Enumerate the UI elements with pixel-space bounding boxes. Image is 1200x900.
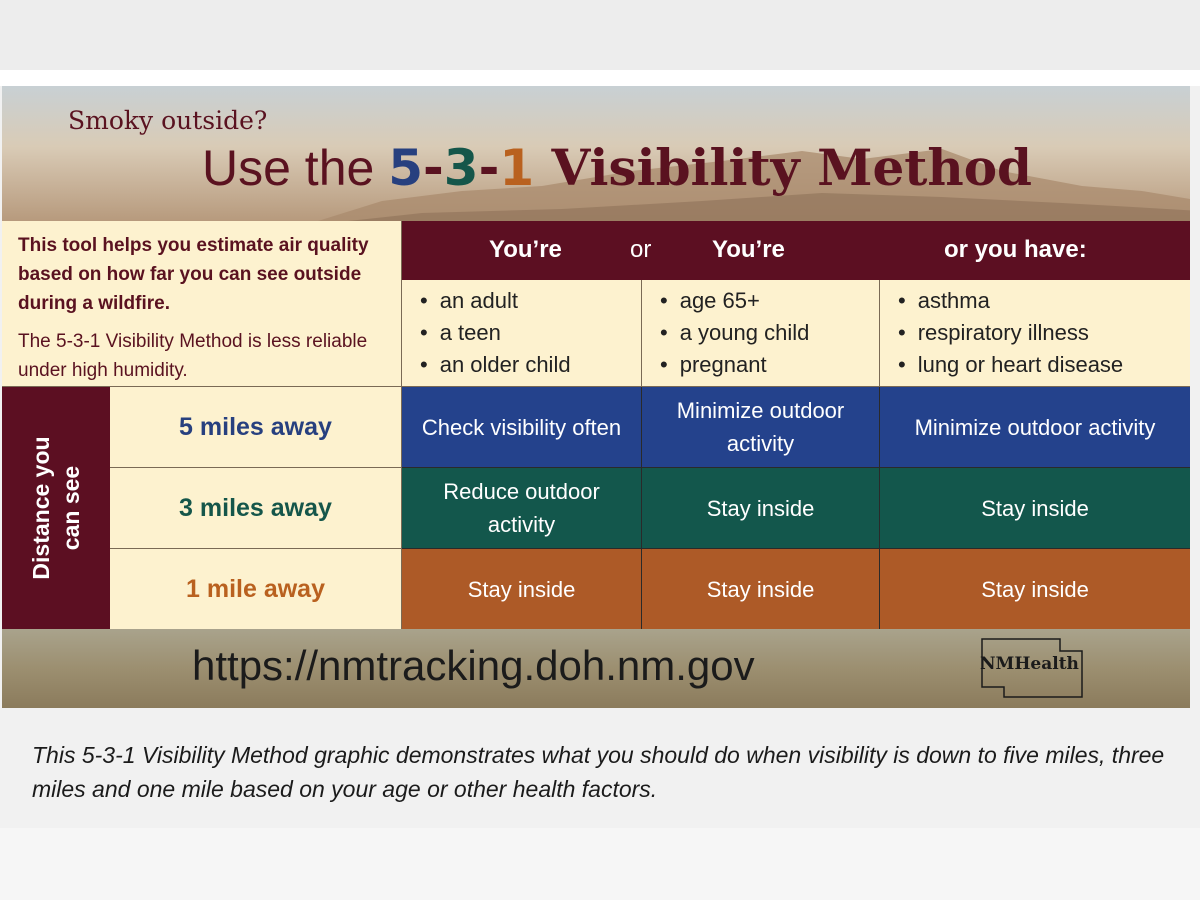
white-strip bbox=[0, 70, 1200, 86]
list-item: • age 65+ bbox=[660, 285, 809, 317]
group-list-conditions bbox=[880, 280, 1190, 387]
list-item: • an older child bbox=[420, 349, 571, 381]
action-cell: Stay inside bbox=[880, 549, 1190, 630]
list-item: • a teen bbox=[420, 317, 571, 349]
distance-5-miles: 5 miles away bbox=[110, 387, 402, 468]
distance-label-line: Distance you bbox=[28, 436, 54, 580]
group-list-adults bbox=[402, 280, 642, 387]
graphic-header bbox=[2, 86, 1190, 221]
action-cell: Stay inside bbox=[880, 468, 1190, 549]
title-dash: - bbox=[423, 139, 444, 197]
list-item: • asthma bbox=[898, 285, 1123, 317]
distance-1-mile: 1 mile away bbox=[110, 549, 402, 630]
column-heading-adults: You’re bbox=[489, 236, 562, 263]
intro-bold-text: This tool helps you estimate air quality based on how far you can see outside during a wildfire. bbox=[18, 235, 369, 314]
smoky-outside-kicker: Smoky outside? bbox=[68, 106, 268, 135]
list-item: • pregnant bbox=[660, 349, 809, 381]
bottom-band bbox=[0, 828, 1200, 900]
group-list-sensitive bbox=[642, 280, 880, 387]
distance-side-label bbox=[2, 387, 110, 629]
image-caption: This 5-3-1 Visibility Method graphic demonstrates what you should do when visibility is down to five miles, three miles and one mile based on your age or other health factors. bbox=[32, 742, 1165, 802]
title-suffix: Visibility Method bbox=[534, 138, 1033, 197]
list-item: • an adult bbox=[420, 285, 571, 317]
intro-note-text: The 5-3-1 Visibility Method is less reliable under high humidity. bbox=[18, 331, 368, 381]
distance-3-miles: 3 miles away bbox=[110, 468, 402, 549]
or-connector: or bbox=[630, 236, 652, 263]
list-item: • a young child bbox=[660, 317, 809, 349]
distance-label-text bbox=[26, 436, 86, 579]
action-cell: Reduce outdoor activity bbox=[402, 468, 642, 549]
nmhealth-logo: NMHealth bbox=[980, 654, 1079, 674]
column-heading-sensitive: You’re bbox=[712, 236, 785, 263]
group-header-row bbox=[402, 221, 1190, 280]
action-cell: Stay inside bbox=[642, 468, 880, 549]
list-item: • lung or heart disease bbox=[898, 349, 1123, 381]
list-item: • respiratory illness bbox=[898, 317, 1123, 349]
action-cell: Stay inside bbox=[402, 549, 642, 630]
title-number-3: 3 bbox=[443, 139, 479, 197]
visibility-method-graphic bbox=[2, 86, 1190, 708]
page-title bbox=[202, 138, 1032, 197]
column-heading-conditions: or you have: bbox=[944, 236, 1087, 263]
title-number-1: 1 bbox=[499, 139, 535, 197]
action-cell: Stay inside bbox=[642, 549, 880, 630]
action-cell: Minimize outdoor activity bbox=[642, 387, 880, 468]
title-number-5: 5 bbox=[388, 139, 424, 197]
action-cell: Minimize outdoor activity bbox=[880, 387, 1190, 468]
title-prefix: Use the bbox=[202, 140, 389, 196]
tracking-url-link[interactable]: https://nmtracking.doh.nm.gov bbox=[192, 642, 755, 689]
intro-panel bbox=[2, 221, 402, 387]
action-cell: Check visibility often bbox=[402, 387, 642, 468]
top-band bbox=[0, 0, 1200, 70]
distance-label-line: can see bbox=[58, 465, 84, 551]
title-dash: - bbox=[478, 139, 500, 197]
